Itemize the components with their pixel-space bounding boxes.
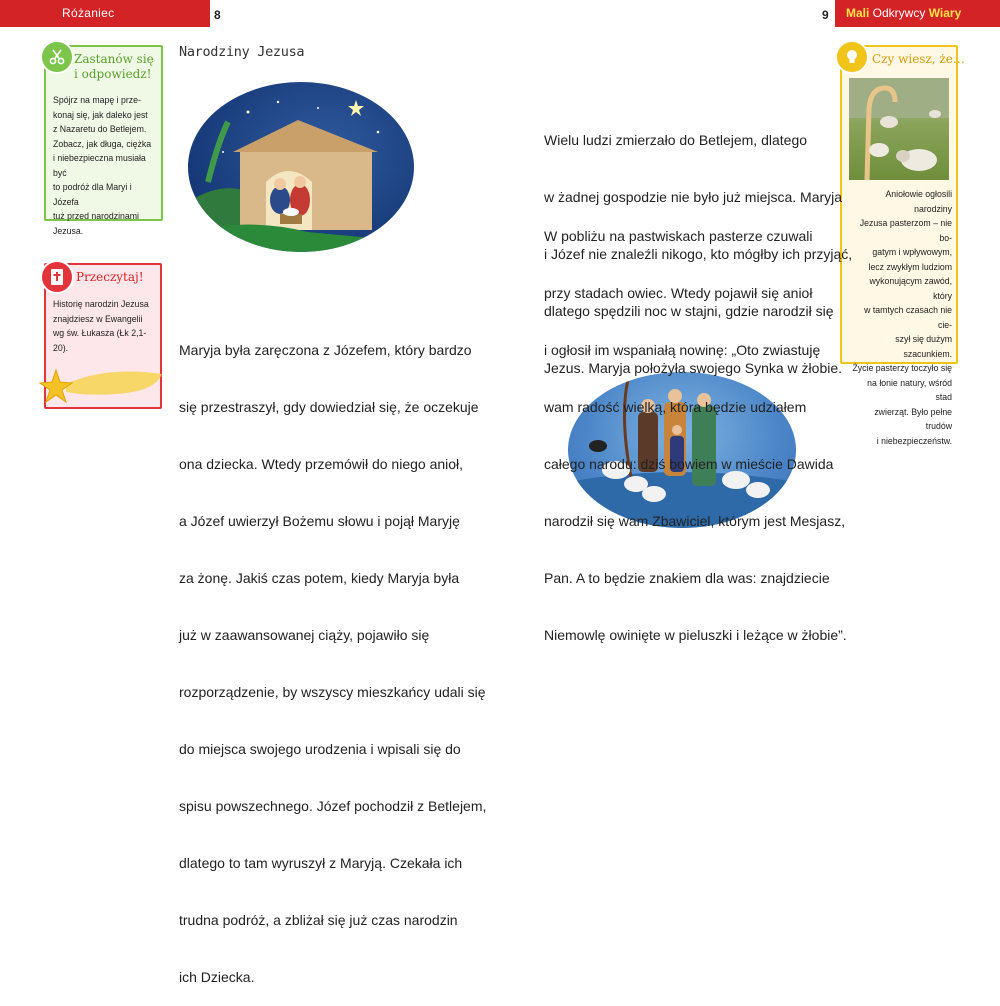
dyk-line: i niebezpieczeństw. <box>876 435 953 447</box>
header-wiary: Wiary <box>928 6 962 20</box>
paragraph-line: i Józef nie znaleźli nikogo, kto mógłby ich przyjąć, <box>544 246 853 262</box>
think-line: Zobacz, jak długa, ciężka <box>53 138 152 150</box>
header-odkrywcy: Odkrywcy <box>869 6 929 20</box>
did-you-know-title: Czy wiesz, że… <box>872 52 965 66</box>
dyk-line: na łonie natury, wśród stad <box>867 377 953 403</box>
think-line: to podróż dla Maryi i Józefa <box>53 182 132 208</box>
paragraph-line: już w zaawansowanej ciąży, pojawiło się <box>179 627 430 643</box>
header-mali: Mali <box>846 6 870 20</box>
dyk-line: gatym i wpływowym, <box>872 247 953 258</box>
think-line: konaj się, jak daleko jest <box>53 109 148 121</box>
think-line: Jezusa. <box>53 225 84 237</box>
paragraph-line: spisu powszechnego. Józef pochodził z Betlejem, <box>179 798 487 814</box>
shooting-star-decoration <box>36 360 166 412</box>
paragraph-line: i ogłosił im wspaniałą nowinę: „Oto zwiastuję <box>544 342 821 358</box>
think-title-line2: i odpowiedz! <box>74 67 152 81</box>
read-box-text <box>53 298 154 356</box>
think-line: z Nazaretu do Betlejem. <box>53 124 147 135</box>
paragraph-line: Niemowlę owinięte w pieluszki i leżące w żłobie”. <box>544 627 847 643</box>
paragraph-line: Pan. A to będzie znakiem dla was: znajdziecie <box>544 570 830 586</box>
paragraph-line: trudna podróż, a zbliżał się już czas narodzin <box>179 912 458 928</box>
left-paragraph <box>179 303 486 1006</box>
think-box-title <box>74 52 154 82</box>
think-line: tuż przed narodzinami <box>53 211 139 222</box>
sheep-photo <box>849 78 949 180</box>
read-line: znajdziesz w Ewangelii <box>53 313 143 325</box>
right-page-number: 9 <box>822 8 829 22</box>
dyk-line: Aniołowie ogłosili narodziny <box>885 189 953 215</box>
paragraph-line: W pobliżu na pastwiskach pasterze czuwali <box>544 228 813 244</box>
left-header-title: Różaniec <box>62 6 115 20</box>
read-box-title: Przeczytaj! <box>76 270 144 284</box>
paragraph-line: Wielu ludzi zmierzało do Betlejem, dlatego <box>544 132 808 148</box>
page-title: Narodziny Jezusa <box>179 44 305 60</box>
read-line: wg św. Łukasza (Łk 2,1-20). <box>53 328 147 354</box>
paragraph-line: się przestraszył, gdy dowiedział się, że oczekuje <box>179 399 479 415</box>
scissors-icon <box>40 40 74 74</box>
paragraph-line: narodził się wam Zbawiciel, którym jest Mesjasz, <box>544 513 846 529</box>
left-page-number: 8 <box>214 8 221 22</box>
right-paragraph-2 <box>544 189 847 664</box>
think-line: i niebezpieczna musiała być <box>53 153 146 179</box>
paragraph-line: ich Dziecka. <box>179 969 255 985</box>
paragraph-line: a Józef uwierzył Bożemu słowu i pojął Maryję <box>179 513 460 529</box>
lightbulb-icon <box>835 40 869 74</box>
bible-icon <box>40 260 74 294</box>
dyk-line: w tamtych czasach nie cie- <box>864 305 953 331</box>
dyk-line: wykonującym zawód, który <box>869 276 953 302</box>
paragraph-line: wam radość wielką, która będzie udziałem <box>544 399 807 415</box>
nativity-illustration <box>188 82 414 252</box>
think-title-line1: Zastanów się <box>74 52 154 66</box>
dyk-line: Życie pasterzy toczyło się <box>852 363 953 374</box>
think-line: Spójrz na mapę i prze- <box>53 95 141 106</box>
paragraph-line: rozporządzenie, by wszyscy mieszkańcy udali się <box>179 684 486 700</box>
paragraph-line: Maryja była zaręczona z Józefem, który bardzo <box>179 342 472 358</box>
did-you-know-text <box>849 188 952 449</box>
paragraph-line: dlatego to tam wyruszył z Maryją. Czekała ich <box>179 855 463 871</box>
paragraph-line: dlatego spędzili noc w stajni, gdzie narodził się <box>544 303 834 319</box>
dyk-line: zwierząt. Było pełne trudów <box>874 406 953 432</box>
paragraph-line: Jezus. Maryja położyła swojego Synka w żłobie. <box>544 360 843 376</box>
dyk-line: lecz zwykłym ludziom <box>868 261 953 273</box>
think-box-text <box>53 94 154 239</box>
paragraph-line: całego narodu: dziś bowiem w mieście Dawida <box>544 456 834 472</box>
paragraph-line: przy stadach owiec. Wtedy pojawił się anioł <box>544 285 813 301</box>
paragraph-line: za żonę. Jakiś czas potem, kiedy Maryja była <box>179 570 460 586</box>
dyk-line: szył się dużym szacunkiem. <box>895 334 953 360</box>
dyk-line: Jezusa pasterzom – nie bo- <box>859 218 953 244</box>
right-header-title <box>846 6 961 20</box>
read-line: Historię narodzin Jezusa <box>53 299 149 310</box>
paragraph-line: ona dziecka. Wtedy przemówił do niego anioł, <box>179 456 464 472</box>
paragraph-line: w żadnej gospodzie nie było już miejsca. Maryja <box>544 189 843 205</box>
paragraph-line: do miejsca swojego urodzenia i wpisali się do <box>179 741 461 757</box>
